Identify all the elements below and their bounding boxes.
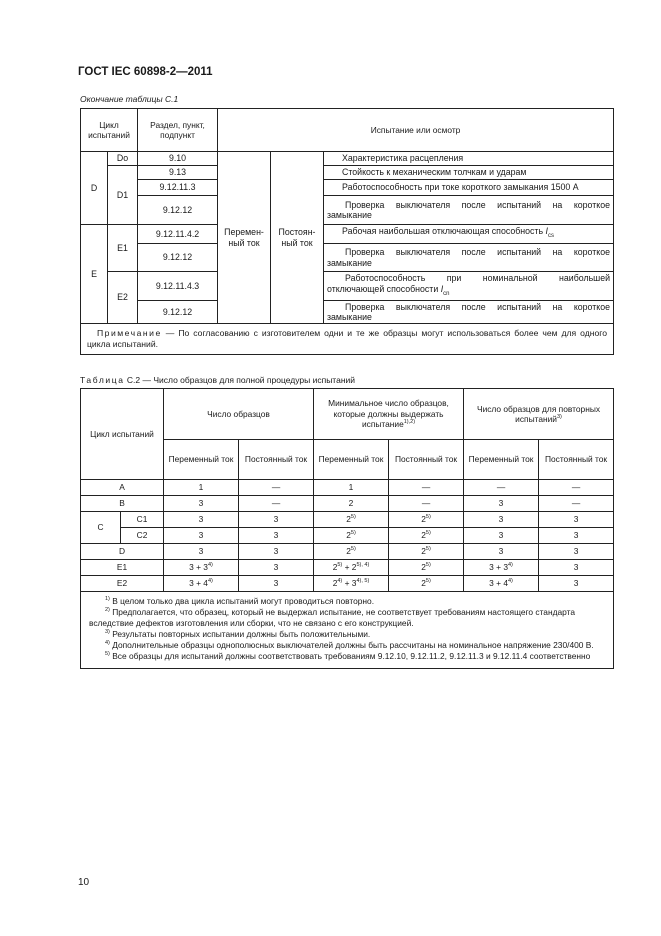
- cell: [389, 560, 464, 576]
- footnote-text: Все образцы для испытаний должны соответствовать требованиям 9.12.10, 9.12.11.2, 9.12.11.3 и 9.12.11.4 соответственно: [112, 651, 591, 661]
- row-label: E2: [81, 576, 164, 592]
- cell: [314, 512, 389, 528]
- footnote: [89, 640, 605, 651]
- value: + 2: [342, 562, 357, 573]
- cell: [389, 528, 464, 544]
- test-text: Рабочая наибольшая отключающая способность: [342, 226, 544, 237]
- table-row: [81, 528, 614, 544]
- value: 2: [421, 562, 426, 573]
- table-row: [81, 512, 614, 528]
- header-dc: Постоянный ток: [389, 440, 464, 480]
- cell: 3: [164, 512, 239, 528]
- header-dc: Постоянный ток: [539, 440, 614, 480]
- merged-dc: Постоян-ный ток: [271, 152, 324, 324]
- cell: —: [239, 480, 314, 496]
- symbol: I: [440, 283, 444, 294]
- footnote-mark: 4): [105, 640, 110, 647]
- cell: 3: [464, 528, 539, 544]
- footnote-ref: 5): [350, 530, 356, 537]
- footnote-ref: 4): [337, 578, 343, 585]
- cell: 3: [239, 512, 314, 528]
- cell: 3: [164, 496, 239, 512]
- cell: 3: [539, 512, 614, 528]
- row-label: E1: [81, 560, 164, 576]
- footnote-ref: 4): [508, 562, 513, 569]
- footnote-ref: 5): [350, 514, 356, 521]
- cell: 3: [539, 576, 614, 592]
- merged-ac: Перемен-ный ток: [218, 152, 271, 324]
- cell: [464, 576, 539, 592]
- group-d: D: [81, 152, 108, 225]
- test-text: Работоспособность при номинальной наибольшей отключающей способности: [327, 273, 611, 294]
- page-number: 10: [78, 877, 90, 888]
- footnote: [89, 629, 605, 640]
- cell: —: [539, 480, 614, 496]
- table-row: [81, 576, 614, 592]
- table1-caption: Окончание таблицы С.1: [80, 94, 179, 104]
- cell: 3: [539, 528, 614, 544]
- subgroup-e1: E1: [108, 225, 138, 272]
- row-label: D: [81, 544, 164, 560]
- cell: —: [389, 496, 464, 512]
- footnote-ref: 4), 5): [356, 578, 370, 585]
- header-num-samples: Число образцов: [164, 389, 314, 440]
- footnote-mark: 2): [105, 607, 110, 614]
- section-cell: 9.12.12: [138, 244, 218, 272]
- section-cell: 9.10: [138, 152, 218, 166]
- value: 2: [346, 546, 351, 557]
- footnote-mark: 3): [105, 629, 110, 636]
- test-cell: [324, 225, 614, 244]
- test-cell: Характеристика расцепления: [324, 152, 614, 166]
- value: 2: [332, 578, 338, 589]
- cell: —: [539, 496, 614, 512]
- table2-footnotes: [81, 592, 614, 669]
- section-cell: 9.12.11.4.3: [138, 272, 218, 301]
- subgroup-e2: E2: [108, 272, 138, 324]
- footnote-ref: 4): [207, 578, 213, 585]
- document-header: ГОСТ IEC 60898-2—2011: [78, 66, 213, 78]
- cell: 3: [539, 560, 614, 576]
- section-cell: 9.13: [138, 166, 218, 180]
- header-section: Раздел, пункт, подпункт: [138, 109, 218, 152]
- table1-note: [81, 324, 614, 355]
- header-cycle: Цикл испытаний: [81, 389, 164, 480]
- cell: 3: [239, 576, 314, 592]
- header-cycle: Цикл испытаний: [81, 109, 138, 152]
- test-cell: Стойкость к механическим толчкам и ударам: [324, 166, 614, 180]
- cell: 3: [464, 496, 539, 512]
- table-row: [81, 544, 614, 560]
- footnote-ref: 4): [508, 578, 513, 585]
- section-cell: 9.12.12: [138, 196, 218, 225]
- table-row: [81, 480, 614, 496]
- row-label: B: [81, 496, 164, 512]
- cell: [314, 576, 389, 592]
- value: 3 + 4: [489, 578, 508, 589]
- footnote-text: Дополнительные образцы однополюсных выключателей должны быть рассчитаны на номинальное напряжение 230/400 В.: [112, 640, 594, 650]
- value: 3 + 3: [489, 562, 508, 573]
- value: 2: [346, 514, 351, 525]
- header-dc: Постоянный ток: [239, 440, 314, 480]
- footnote: [89, 607, 605, 629]
- footnote-text: Предполагается, что образец, который не выдержал испытание, не соответствует требованиям настоящего стандарта вследствие дефектов изготовления или сборки, что не связано с его конструкцией.: [89, 607, 576, 628]
- header-ac: Переменный ток: [464, 440, 539, 480]
- header-ac: Переменный ток: [164, 440, 239, 480]
- symbol-sub: cs: [547, 233, 554, 240]
- footnote-text: Результаты повторных испытании должны быть положительными.: [112, 629, 371, 639]
- cell: [164, 576, 239, 592]
- value: 2: [332, 562, 338, 573]
- footnote-mark: 1): [105, 596, 110, 603]
- footnote-ref: 5): [350, 546, 356, 553]
- cell: 3: [464, 544, 539, 560]
- cell: [314, 528, 389, 544]
- subgroup-d1: D1: [108, 166, 138, 225]
- value: + 3: [342, 578, 357, 589]
- cell: 1: [314, 480, 389, 496]
- cell: 3: [164, 528, 239, 544]
- table-c2: [80, 388, 614, 669]
- caption-label: Таблица: [80, 375, 125, 385]
- footnote-ref: 5): [425, 562, 431, 569]
- footnote-text: В целом только два цикла испытаний могут проводиться повторно.: [112, 596, 375, 606]
- header-test: Испытание или осмотр: [218, 109, 614, 152]
- row-label: C1: [121, 512, 164, 528]
- group-e: E: [81, 225, 108, 324]
- footnote-ref: 5): [425, 578, 431, 585]
- header-min-samples: [314, 389, 464, 440]
- footnote-ref: 4): [207, 562, 213, 569]
- footnote-ref: 3): [556, 414, 562, 421]
- footnote-ref: 5): [425, 514, 431, 521]
- test-cell: [324, 272, 614, 301]
- cell: —: [239, 496, 314, 512]
- footnote-ref: 5), 4): [356, 562, 370, 569]
- cell: [389, 512, 464, 528]
- cell: 2: [314, 496, 389, 512]
- subgroup-do: Do: [108, 152, 138, 166]
- cell: [314, 544, 389, 560]
- footnote-ref: 5): [425, 530, 431, 537]
- footnote: [89, 596, 605, 607]
- cell: [464, 560, 539, 576]
- cell: —: [389, 480, 464, 496]
- cell: 3: [239, 544, 314, 560]
- cell: 3: [239, 560, 314, 576]
- cell: [164, 560, 239, 576]
- note-text: — По согласованию с изготовителем одни и те же образцы могут использоваться более чем для одного цикла испытаний.: [87, 328, 608, 349]
- footnote: [89, 651, 605, 662]
- test-cell: Проверка выключателя после испытаний на короткое замыкание: [324, 301, 614, 324]
- header-ac: Переменный ток: [314, 440, 389, 480]
- cell: [389, 576, 464, 592]
- symbol-sub: cn: [443, 290, 450, 297]
- footnote-ref: 5): [337, 562, 343, 569]
- cell: 3: [164, 544, 239, 560]
- cell: [389, 544, 464, 560]
- cell: —: [464, 480, 539, 496]
- section-cell: 9.12.11.3: [138, 180, 218, 196]
- table-row: [81, 560, 614, 576]
- repeat-text: Число образцов для повторных испытаний: [476, 403, 601, 424]
- value: 2: [346, 530, 351, 541]
- footnote-ref: 5): [425, 546, 431, 553]
- value: 3 + 3: [189, 562, 208, 573]
- symbol: I: [545, 226, 548, 237]
- value: 2: [421, 514, 426, 525]
- row-label: A: [81, 480, 164, 496]
- value: 3 + 4: [189, 578, 208, 589]
- section-cell: 9.12.11.4.2: [138, 225, 218, 244]
- cell: [314, 560, 389, 576]
- cell: 3: [539, 544, 614, 560]
- section-cell: 9.12.12: [138, 301, 218, 324]
- table2-caption: [80, 375, 355, 385]
- caption-text: С.2 — Число образцов для полной процедуры испытаний: [126, 375, 356, 385]
- test-cell: Проверка выключателя после испытаний на короткое замыкание: [324, 244, 614, 272]
- note-label: Примечание: [97, 328, 162, 338]
- value: 2: [421, 578, 426, 589]
- cell: 1: [164, 480, 239, 496]
- cell: 3: [464, 512, 539, 528]
- group-c: C: [81, 512, 121, 544]
- table-c1: [80, 108, 614, 355]
- value: 2: [421, 530, 426, 541]
- table-row: [81, 496, 614, 512]
- min-samples-text: Минимальное число образцов, которые должны выдержать испытание: [328, 398, 449, 430]
- test-cell: Работоспособность при токе короткого замыкания 1500 А: [324, 180, 614, 196]
- test-cell: Проверка выключателя после испытаний на короткое замыкание: [324, 196, 614, 225]
- cell: 3: [239, 528, 314, 544]
- value: 2: [421, 546, 426, 557]
- row-label: C2: [121, 528, 164, 544]
- footnote-mark: 5): [105, 651, 110, 658]
- footnote-ref: 1),2): [403, 419, 416, 426]
- header-repeat: [464, 389, 614, 440]
